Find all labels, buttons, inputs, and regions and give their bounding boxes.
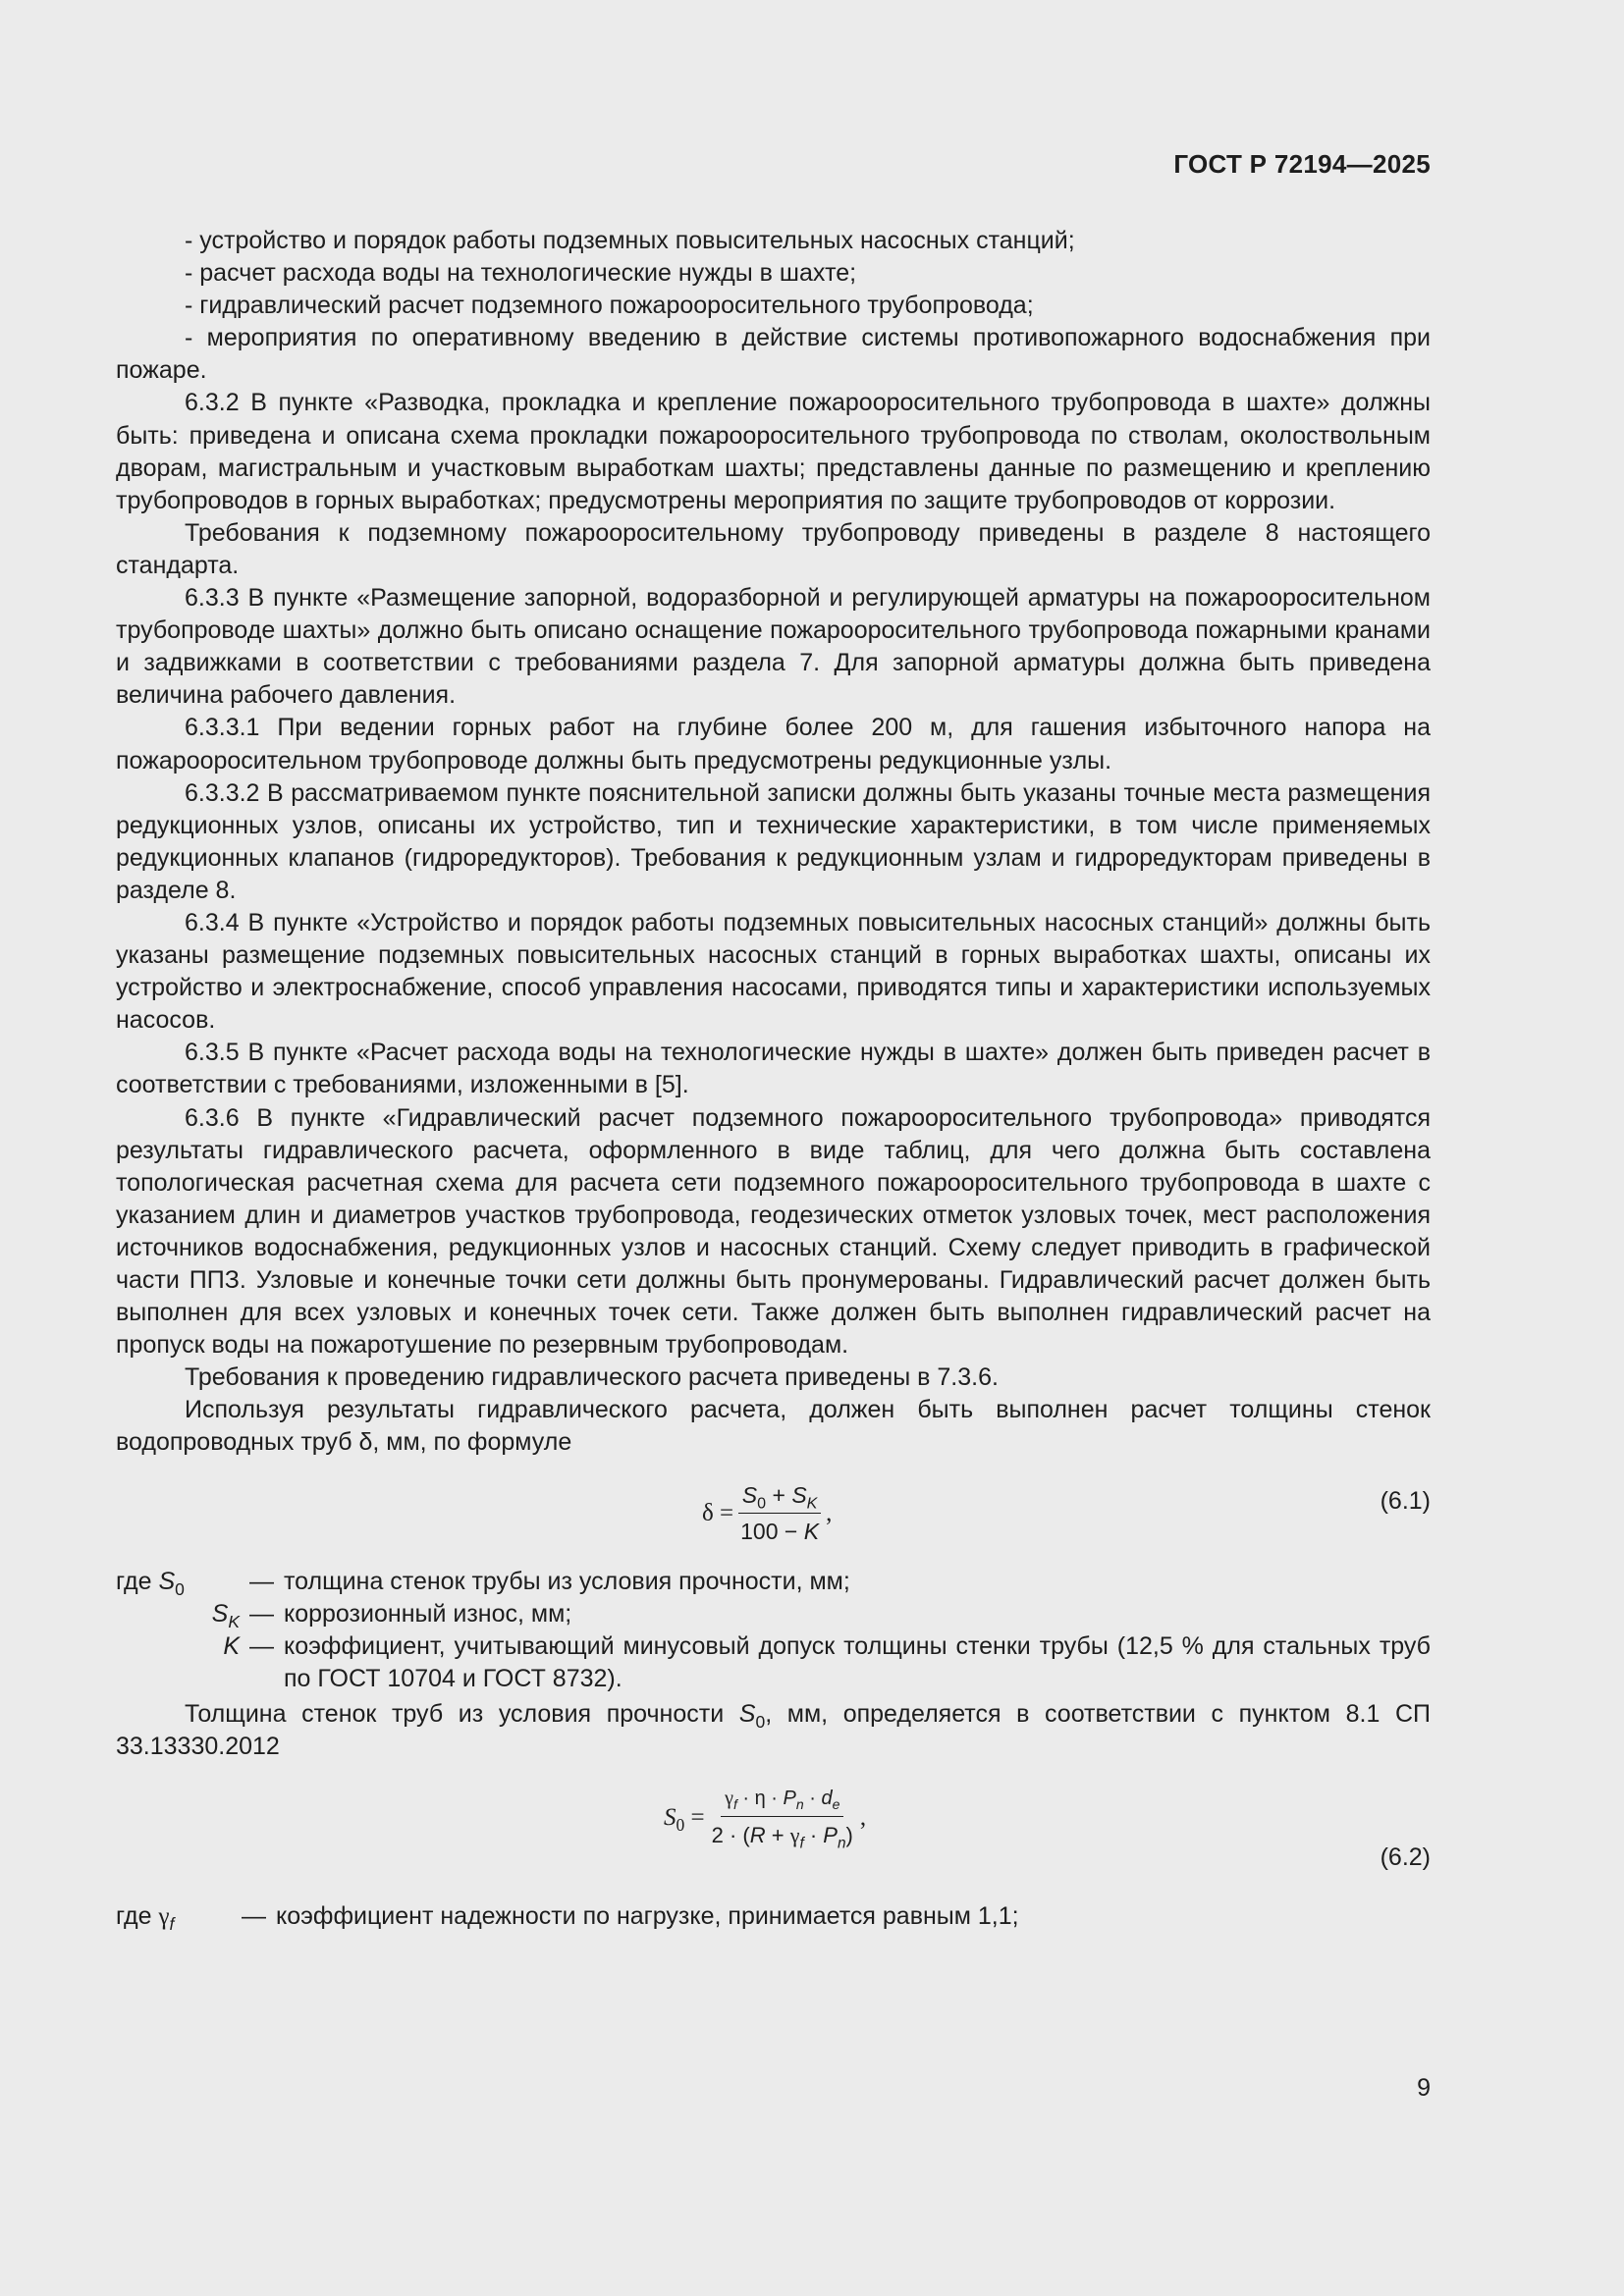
list-item: - устройство и порядок работы подземных повысительных насосных станций; — [185, 227, 1075, 254]
definitions-6-1 — [116, 1566, 1431, 1695]
definition-row: где $\gamma_f$ — коэффициент надежности по нагрузке, принимается равным 1,1; — [116, 1902, 1019, 1935]
paragraph-6-3-3-1: 6.3.3.1 При ведении горных работ на глубине более 200 м, для гашения избыточного напора на пожарооросительном трубопроводе должны быть предусмотрены редукционные узлы. — [116, 714, 1431, 774]
list-item: - гидравлический расчет подземного пожарооросительного трубопровода; — [185, 292, 1034, 320]
paragraph: Требования к подземному пожарооросительному трубопроводу приведены в разделе 8 настоящего стандарта. — [116, 518, 1431, 579]
formula-number: (6.2) — [1380, 1843, 1431, 1872]
formula-number: (6.1) — [1380, 1486, 1431, 1515]
formula-6-2-expression: $S_0$ = $\frac{\gamma_f \cdot \eta \cdot P_n \cdot d_e}{2 \cdot (R + \gamma_f \cdot P_n)}$ , — [664, 1783, 866, 1851]
definitions-6-2 — [116, 1900, 1431, 1933]
formula-6-2 — [116, 1763, 1431, 1900]
paragraph-6-3-4: 6.3.4 В пункте «Устройство и порядок работы подземных повысительных насосных станций» должны быть указаны размещение подземных повысительных насосных станций в горных выработках шахты, описаны их устройство и электроснабжение, способ управления насосами, приводятся типы и характеристики используемых насосов. — [116, 908, 1431, 1035]
document-id: ГОСТ Р 72194—2025 — [1173, 149, 1431, 179]
list-item: - мероприятия по оперативному введению в действие системы противопожарного водоснабжения при пожаре. — [116, 324, 1431, 385]
list-item: - расчет расхода воды на технологические нужды в шахте; — [185, 259, 857, 288]
paragraph-s0: Толщина стенок труб из условия прочности $S_0$, мм, определяется в соответствии с пунктом 8.1 СП 33.13330.2012 — [116, 1699, 1431, 1761]
page-number: 9 — [1417, 2074, 1431, 2102]
paragraph: Требования к проведению гидравлического расчета приведены в 7.3.6. — [185, 1363, 999, 1392]
paragraph-6-3-6: 6.3.6 В пункте «Гидравлический расчет подземного пожарооросительного трубопровода» приводятся результаты гидравлического расчета, оформленного в виде таблиц, для чего должна быть составлена топологическая расчетная схема для расчета сети подземного пожарооросительного трубопровода в шахте с указанием длин и диаметров участков трубопровода, геодезических отметок узловых точек, мест расположения источников водоснабжения, редукционных узлов и насосных станций. Схему следует приводить в графической части ППЗ. Узловые и конечные точки сети должны быть пронумерованы. Гидравлический расчет должен быть выполнен для всех узловых и конечных точек сети. Также должен быть выполнен гидравлический расчет на пропуск воды на пожаротушение по резервным трубопроводам. — [116, 1103, 1431, 1360]
paragraph-6-3-5: 6.3.5 В пункте «Расчет расхода воды на технологические нужды в шахте» должен быть приведен расчет в соответствии с требованиями, изложенными в [5]. — [116, 1039, 1431, 1099]
paragraph-6-3-2: 6.3.2 В пункте «Разводка, прокладка и крепление пожарооросительного трубопровода в шахте» должны быть: приведена и описана схема прокладки пожарооросительного трубопровода по стволам, околоствольным дворам, магистральным и участковым выработкам шахты; представлены данные по размещению и креплению трубопроводов в горных выработках; предусмотрены мероприятия по защите трубопроводов от коррозии. — [116, 389, 1431, 514]
formula-6-1-expression: δ = $\frac{S_0 + S_K}{100 - K}$ , — [702, 1479, 832, 1548]
paragraph: Используя результаты гидравлического расчета, должен быть выполнен расчет толщины стенок водопроводных труб δ, мм, по формуле — [116, 1396, 1431, 1457]
paragraph-6-3-3: 6.3.3 В пункте «Размещение запорной, водоразборной и регулирующей арматуры на пожарооросительном трубопроводе шахты» должно быть описано оснащение пожарооросительного трубопровода пожарными кранами и задвижками в соответствии с требованиями раздела 7. Для запорной арматуры должна быть приведена величина рабочего давления. — [116, 584, 1431, 710]
paragraph-6-3-3-2: 6.3.3.2 В рассматриваемом пункте пояснительной записки должны быть указаны точные места размещения редукционных узлов, описаны их устройство, тип и технические характеристики, в том числе применяемых редукционных клапанов (гидроредукторов). Требования к редукционным узлам и гидроредукторам приведены в разделе 8. — [116, 778, 1431, 904]
definition-row: $S_K$ — коррозионный износ, мм; — [211, 1599, 572, 1631]
definition-row: где $S_0$ — толщина стенок трубы из условия прочности, мм; — [116, 1567, 850, 1599]
page-body — [116, 225, 1431, 1933]
formula-6-1 — [116, 1460, 1431, 1566]
definition-row: K — коэффициент, учитывающий минусовый допуск толщины стенки трубы (12,5 % для стальных труб по ГОСТ 10704 и ГОСТ 8732). — [223, 1631, 1431, 1692]
